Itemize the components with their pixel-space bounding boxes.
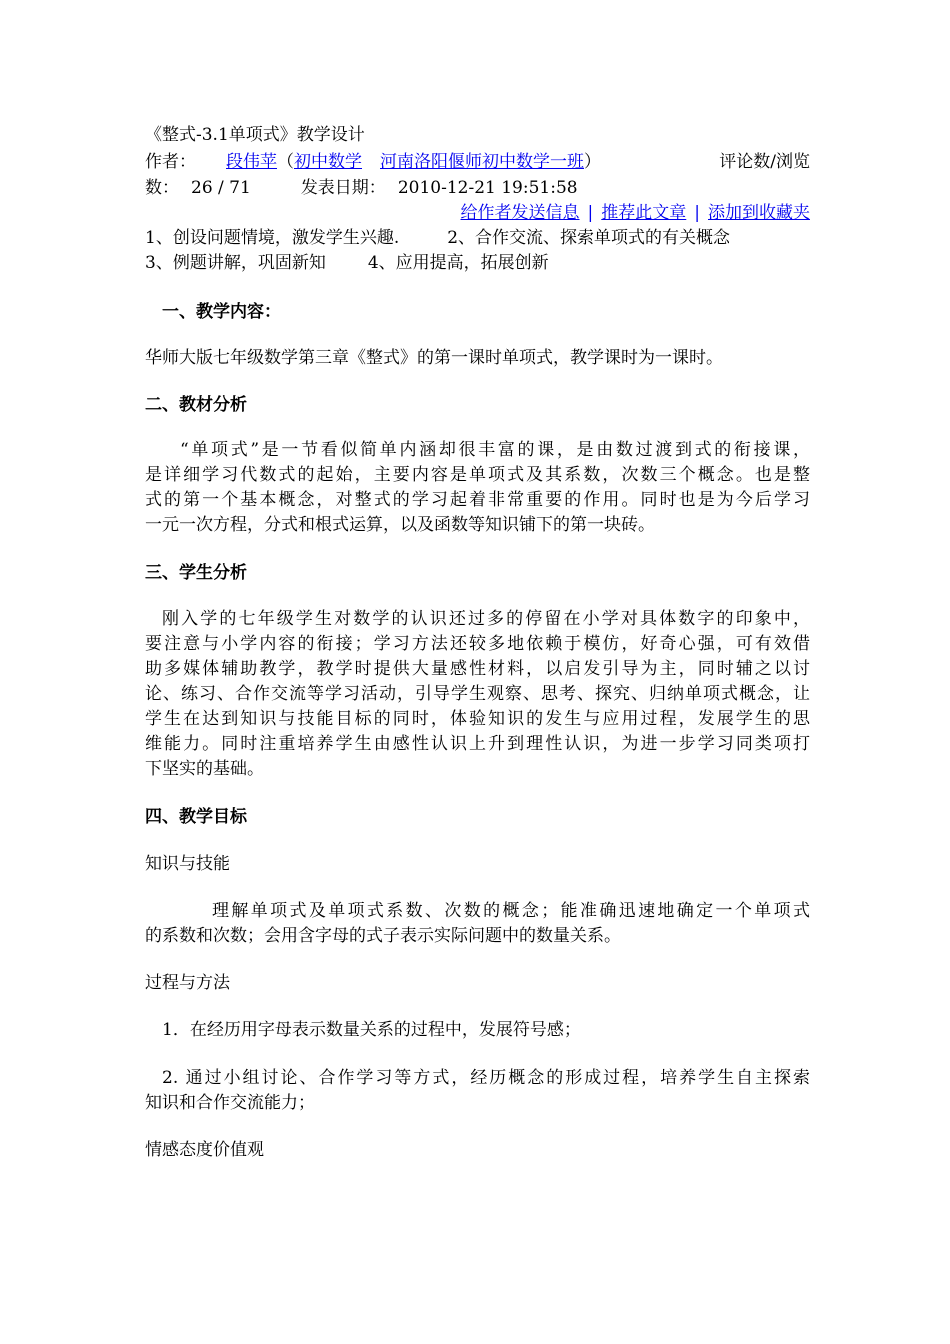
process-item-2-line: 知识和合作交流能力； bbox=[145, 1093, 315, 1113]
date-label: 发表日期： bbox=[300, 178, 386, 198]
send-message-link[interactable]: 给作者发送信息 bbox=[460, 203, 580, 223]
section-1-text: 华师大版七年级数学第三章《整式》的第一课时单项式，教学课时为一课时。 bbox=[145, 348, 723, 368]
subheading-process: 过程与方法 bbox=[145, 973, 230, 993]
section-2-line: 是详细学习代数式的起始，主要内容是单项式及其系数，次数三个概念。也是整 bbox=[145, 465, 810, 485]
stats-label-a: 评论数/浏览 bbox=[719, 152, 810, 172]
action-separator: | bbox=[694, 203, 700, 223]
stats-value: 26 / 71 bbox=[191, 178, 251, 198]
section-3-line: 论、练习、合作交流等学习活动，引导学生观察、思考、探究、归纳单项式概念，让 bbox=[145, 684, 810, 704]
document-title: 《整式-3.1单项式》教学设计 bbox=[145, 125, 365, 145]
author-line bbox=[145, 150, 810, 175]
section-4-heading: 四、教学目标 bbox=[145, 807, 247, 827]
action-links bbox=[145, 201, 810, 226]
paren-open: （ bbox=[277, 152, 294, 172]
steps-line-2 bbox=[145, 251, 810, 276]
section-2-line: “单项式”是一节看似简单内涵却很丰富的课，是由数过渡到式的衔接课， bbox=[180, 440, 810, 460]
paren-close: ） bbox=[584, 152, 601, 172]
category-link[interactable]: 初中数学 bbox=[294, 152, 362, 172]
step-4: 4、应用提高，拓展创新 bbox=[367, 253, 549, 273]
section-3-line: 要注意与小学内容的衔接；学习方法还较多地依赖于模仿，好奇心强，可有效借 bbox=[145, 634, 810, 654]
steps-line-1 bbox=[145, 226, 810, 251]
section-3-line: 刚入学的七年级学生对数学的认识还过多的停留在小学对具体数字的印象中， bbox=[162, 609, 810, 629]
section-3-line: 下坚实的基础。 bbox=[145, 759, 264, 779]
subheading-attitude: 情感态度价值观 bbox=[145, 1140, 264, 1160]
process-item-1: 1．在经历用字母表示数量关系的过程中，发展符号感； bbox=[162, 1020, 581, 1040]
author-label: 作者： bbox=[145, 152, 196, 172]
action-separator: | bbox=[587, 203, 594, 223]
section-3-line: 维能力。同时注重培养学生由感性认识上升到理性认识，为进一步学习同类项打 bbox=[145, 734, 810, 754]
section-3-heading: 三、学生分析 bbox=[145, 563, 247, 583]
add-favorite-link[interactable]: 添加到收藏夹 bbox=[708, 203, 810, 223]
section-3-line: 学生在达到知识与技能目标的同时，体验知识的发生与应用过程，发展学生的思 bbox=[145, 709, 810, 729]
section-2-line: 式的第一个基本概念，对整式的学习起着非常重要的作用。同时也是为今后学习 bbox=[145, 490, 810, 510]
process-item-2-line: 2. 通过小组讨论、合作学习等方式，经历概念的形成过程，培养学生自主探索 bbox=[162, 1068, 810, 1088]
step-2: 2、合作交流、探索单项式的有关概念 bbox=[447, 228, 731, 248]
section-3-line: 助多媒体辅助教学，教学时提供大量感性材料，以启发引导为主，同时辅之以讨 bbox=[145, 659, 810, 679]
section-2-heading: 二、教材分析 bbox=[145, 395, 247, 415]
school-link[interactable]: 河南洛阳偃师初中数学一班 bbox=[380, 152, 584, 172]
subheading-knowledge: 知识与技能 bbox=[145, 854, 230, 874]
section-2-line: 一元一次方程，分式和根式运算，以及函数等知识铺下的第一块砖。 bbox=[145, 515, 655, 535]
recommend-article-link[interactable]: 推荐此文章 bbox=[601, 203, 687, 223]
stats-line bbox=[145, 176, 810, 201]
author-name-link[interactable]: 段伟苹 bbox=[226, 152, 277, 172]
date-value: 2010-12-21 19:51:58 bbox=[397, 178, 578, 198]
stats-label-b: 数： bbox=[145, 178, 179, 198]
section-1-heading: 一、教学内容： bbox=[162, 302, 281, 322]
knowledge-line: 的系数和次数；会用含字母的式子表示实际问题中的数量关系。 bbox=[145, 926, 621, 946]
knowledge-line: 理解单项式及单项式系数、次数的概念；能准确迅速地确定一个单项式 bbox=[212, 901, 810, 921]
step-3: 3、例题讲解，巩固新知 bbox=[145, 253, 326, 273]
step-1: 1、创设问题情境，激发学生兴趣. bbox=[145, 228, 400, 248]
